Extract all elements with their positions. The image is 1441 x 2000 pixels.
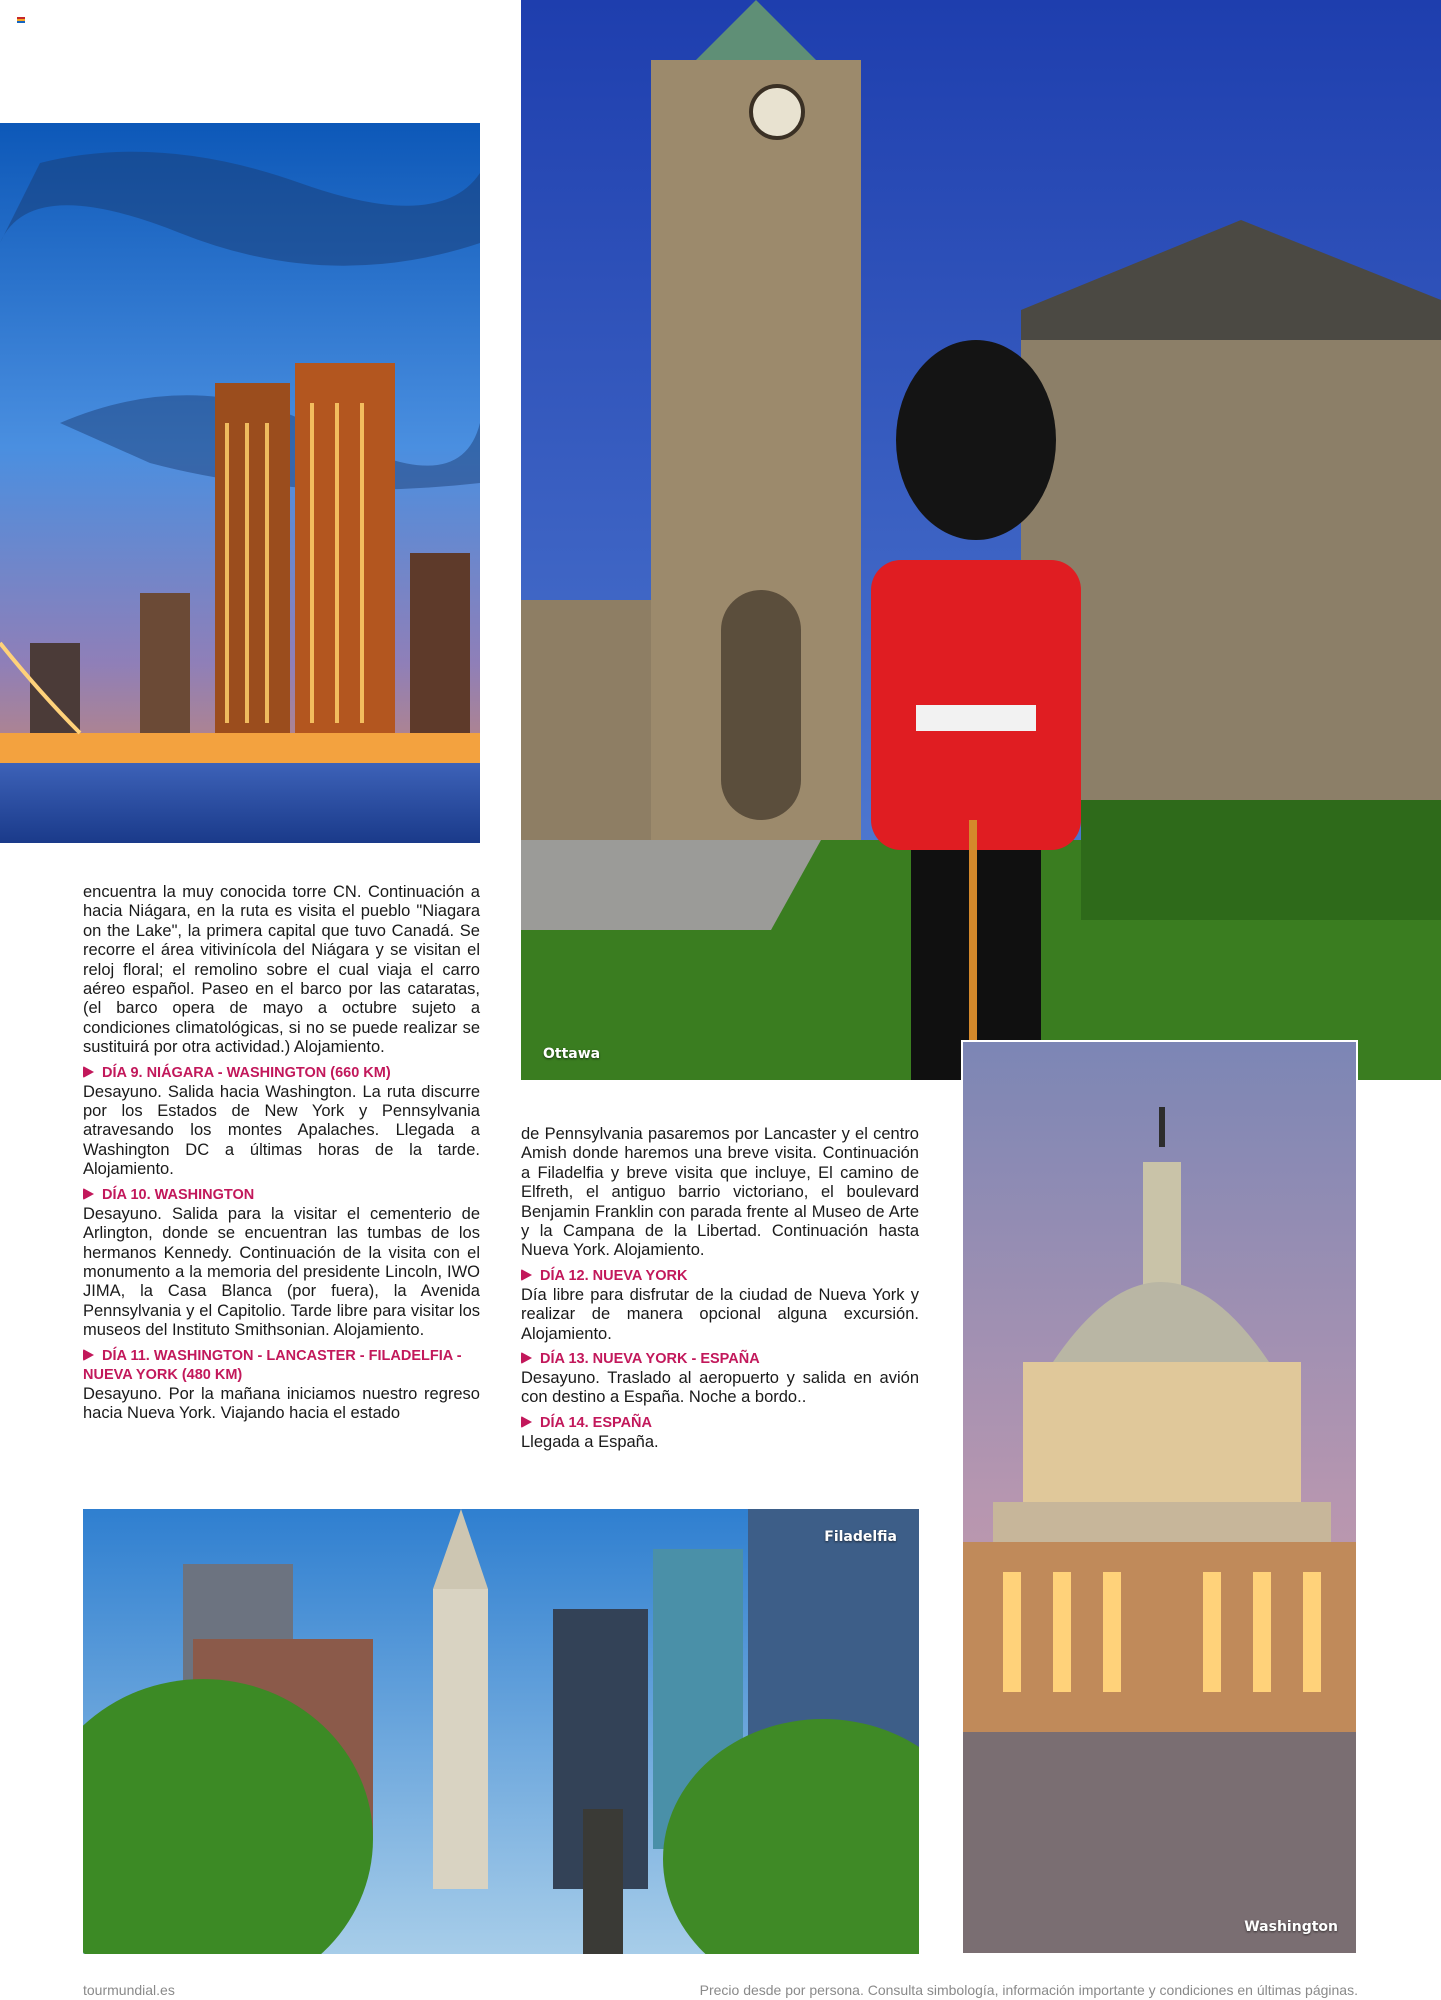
day-10-text: Desayuno. Salida para la visitar el cementerio de Arlington, donde se encuentran las tumbas de los hermanos Kennedy. Continuación de la visita con el monumento a la memoria del presidente Lincoln, IWO JIMA, la Casa Blanca (por fuera), la Avenida Pennsylvania y el Capitolio. Tarde libre para visitar los museos del Instituto Smithsonian. Alojamiento. <box>83 1204 480 1340</box>
itinerary-middle-column <box>521 1125 919 1452</box>
day-13-text: Desayuno. Traslado al aeropuerto y salida en avión con destino a España. Noche a bordo.. <box>521 1369 919 1407</box>
triangle-bullet-icon <box>521 1416 532 1428</box>
triangle-bullet-icon <box>521 1269 532 1281</box>
ottawa-parliament-photo <box>521 0 1441 1080</box>
footer-disclaimer: Precio desde por persona. Consulta simbología, información importante y condiciones en últimas páginas. <box>699 1982 1358 1998</box>
day-14-text: Llegada a España. <box>521 1432 659 1451</box>
photo-caption: Ottawa <box>543 1046 601 1062</box>
triangle-bullet-icon <box>83 1066 94 1078</box>
day-14-heading: DÍA 14. ESPAÑA <box>521 1414 919 1433</box>
day-12-heading: DÍA 12. NUEVA YORK <box>521 1267 919 1286</box>
flag-icon <box>17 17 25 23</box>
photo-caption: Filadelfia <box>824 1529 897 1545</box>
day-11-heading: DÍA 11. WASHINGTON - LANCASTER - FILADELFIA - NUEVA YORK (480 KM) <box>83 1347 462 1383</box>
day-11-continued-text: de Pennsylvania pasaremos por Lancaster y el centro Amish donde haremos una breve visita. Continuación a Filadelfia y breve visita que incluye, El camino de Elfreth, el antiguo barrio victoriano, el boulevard Benjamin Franklin con parada frente al Museo de Arte y la Campana de la Libertad. Continuación hasta Nueva York. Alojamiento. <box>521 1125 919 1260</box>
triangle-bullet-icon <box>83 1349 94 1361</box>
day-9-text: Desayuno. Salida hacia Washington. La ruta discurre por los Estados de New York y Pennsylvania atravesando los montes Apalaches. Llegada a Washington DC a últimas horas de la tarde. Alojamiento. <box>83 1082 480 1179</box>
triangle-bullet-icon <box>83 1188 94 1200</box>
day-10-heading: DÍA 10. WASHINGTON <box>83 1186 480 1205</box>
photo-caption: Washington <box>1244 1919 1338 1935</box>
intro-paragraph: encuentra la muy conocida torre CN. Continuación a hacia Niágara, en la ruta es visita el pueblo "Niagara on the Lake", la primera capital que tuvo Canadá. Se recorre el área vitivinícola del Niágara y se visitan el reloj floral; el remolino sobre el cual viaja el carro aéreo español. Paseo en el barco por las cataratas, (el barco opera de mayo a octubre sujeto a condiciones climatológicas, si no se puede realizar se sustituirá por otra actividad.) Alojamiento. <box>83 883 480 1057</box>
itinerary-left-column <box>83 883 480 1423</box>
day-11-text: Desayuno. Por la mañana iniciamos nuestro regreso hacia Nueva York. Viajando hacia el estado <box>83 1384 480 1422</box>
footer-site-link[interactable]: tourmundial.es <box>83 1982 175 1998</box>
washington-capitol-photo <box>961 1040 1358 1955</box>
day-12-text: Día libre para disfrutar de la ciudad de Nueva York y realizar de manera opcional alguna excursión. Alojamiento. <box>521 1285 919 1343</box>
new-york-skyline-photo <box>0 123 480 843</box>
day-9-heading: DÍA 9. NIÁGARA - WASHINGTON (660 KM) <box>83 1064 480 1083</box>
triangle-bullet-icon <box>521 1352 532 1364</box>
philadelphia-photo <box>83 1509 919 1954</box>
day-13-heading: DÍA 13. NUEVA YORK - ESPAÑA <box>521 1350 919 1369</box>
